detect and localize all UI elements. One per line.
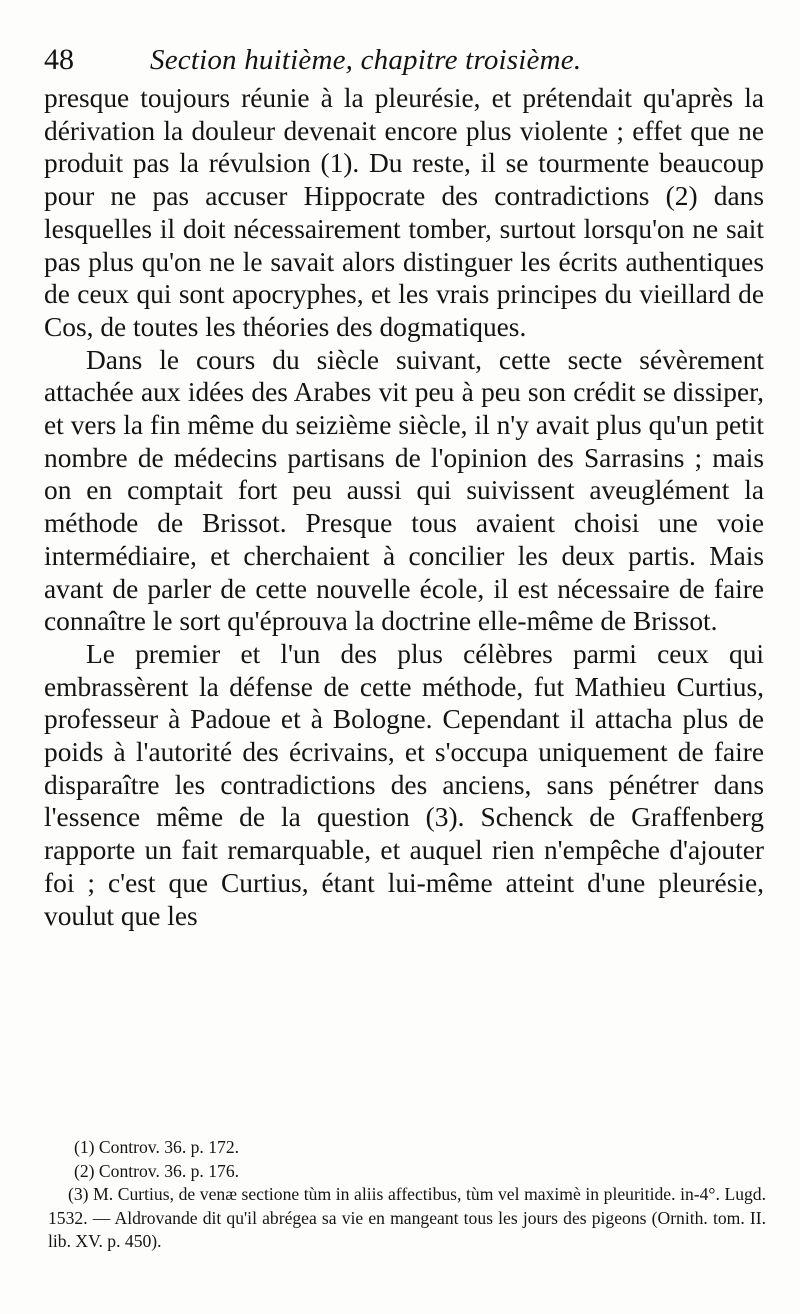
body-text — [44, 82, 764, 932]
paragraph-3: Le premier et l'un des plus célèbres parmi ceux qui embrassèrent la défense de cette méthode, fut Mathieu Curtius, professeur à Padoue et à Bologne. Cependant il attacha plus de poids à l'autorité des écrivains, et s'occupa uniquement de faire disparaître les contradictions des anciens, sans pénétrer dans l'essence même de la question (3). Schenck de Graffenberg rapporte un fait remarquable, et auquel rien n'empêche d'ajouter foi ; c'est que Curtius, étant lui-même atteint d'une pleurésie, voulut que les — [44, 638, 764, 931]
running-head: Section huitième, chapitre troisième. — [150, 44, 582, 76]
footnotes — [48, 1136, 766, 1254]
paragraph-1: presque toujours réunie à la pleurésie, et prétendait qu'après la dérivation la douleur devenait encore plus violente ; effet que ne produit pas la révulsion (1). Du reste, il se tourmente beaucoup pour ne pas accuser Hippocrate des contradictions (2) dans lesquelles il doit nécessairement tomber, surtout lorsqu'on ne sait pas plus qu'on ne le savait alors distinguer les écrits authentiques de ceux qui sont apocryphes, et les vrais principes du vieillard de Cos, de toutes les théories des dogmatiques. — [44, 83, 764, 342]
footnote-3: (3) M. Curtius, de venæ sectione tùm in aliis affectibus, tùm vel maximè in pleuritide. in-4°. Lugd. 1532. — Aldrovande dit qu'il abrégea sa vie en mangeant tous les jours des pigeons (Ornith. tom. II. lib. XV. p. 450). — [48, 1184, 766, 1251]
paragraph-2: Dans le cours du siècle suivant, cette secte sévèrement attachée aux idées des Arabes vit peu à peu son crédit se dissiper, et vers la fin même du seizième siècle, il n'y avait plus qu'un petit nombre de médecins partisans de l'opinion des Sarrasins ; mais on en comptait fort peu aussi qui suivissent aveuglément la méthode de Brissot. Presque tous avaient choisi une voie intermédiaire, et cherchaient à concilier les deux partis. Mais avant de parler de cette nouvelle école, il est nécessaire de faire connaître le sort qu'éprouva la doctrine elle-même de Brissot. — [44, 344, 764, 637]
footnote-2: (2) Controv. 36. p. 176. — [74, 1160, 240, 1181]
page-header — [44, 40, 764, 80]
footnote-1: (1) Controv. 36. p. 172. — [74, 1137, 240, 1157]
page-number: 48 — [44, 43, 74, 76]
